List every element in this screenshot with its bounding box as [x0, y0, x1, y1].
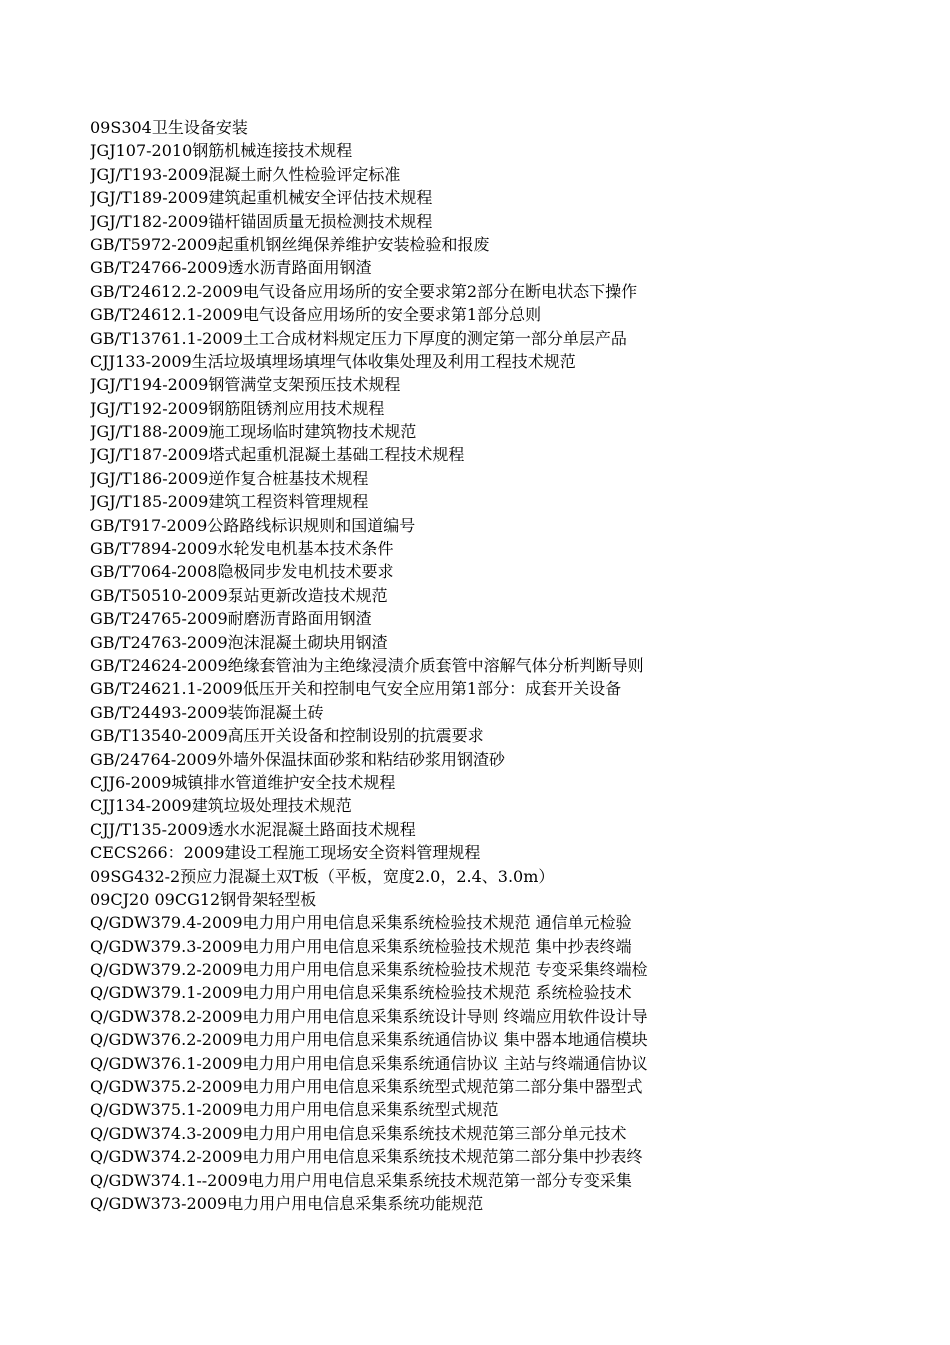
list-item: JGJ/T185-2009建筑工程资料管理规程 — [90, 492, 369, 512]
list-item: GB/T24493-2009装饰混凝土砖 — [90, 702, 324, 722]
list-item: CJJ134-2009建筑垃圾处理技术规范 — [90, 796, 352, 816]
list-item: Q/GDW379.1-2009电力用户用电信息采集系统检验技术规范 系统检验技术 — [90, 983, 632, 1003]
list-item: GB/T24621.1-2009低压开关和控制电气安全应用第1部分：成套开关设备 — [90, 679, 622, 699]
list-item: GB/T24766-2009透水沥青路面用钢渣 — [90, 258, 372, 278]
list-item: GB/T13540-2009高压开关设备和控制设别的抗震要求 — [90, 726, 484, 746]
list-item: Q/GDW375.2-2009电力用户用电信息采集系统型式规范第二部分集中器型式 — [90, 1077, 643, 1097]
list-item: GB/T24763-2009泡沫混凝土砌块用钢渣 — [90, 632, 388, 652]
list-item: GB/T917-2009公路路线标识规则和国道编号 — [90, 515, 416, 535]
list-item: JGJ/T182-2009锚杆锚固质量无损检测技术规程 — [90, 211, 433, 231]
list-item: JGJ/T193-2009混凝土耐久性检验评定标准 — [90, 164, 401, 184]
standards-list — [90, 116, 850, 1215]
list-item: Q/GDW376.2-2009电力用户用电信息采集系统通信协议 集中器本地通信模块 — [90, 1030, 648, 1050]
list-item: Q/GDW376.1-2009电力用户用电信息采集系统通信协议 主站与终端通信协议 — [90, 1053, 648, 1073]
list-item: Q/GDW378.2-2009电力用户用电信息采集系统设计导则 终端应用软件设计导 — [90, 1006, 648, 1026]
list-item: CJJ/T135-2009透水水泥混凝土路面技术规程 — [90, 819, 416, 839]
list-item: Q/GDW373-2009电力用户用电信息采集系统功能规范 — [90, 1193, 484, 1213]
list-item: JGJ/T192-2009钢筋阻锈剂应用技术规程 — [90, 398, 385, 418]
list-item: JGJ/T188-2009施工现场临时建筑物技术规范 — [90, 422, 417, 442]
list-item: CJJ6-2009城镇排水管道维护安全技术规程 — [90, 772, 396, 792]
list-item: GB/T24624-2009绝缘套管油为主绝缘浸渍介质套管中溶解气体分析判断导则 — [90, 655, 644, 675]
list-item: GB/T7064-2008隐极同步发电机技术要求 — [90, 562, 394, 582]
list-item: Q/GDW379.2-2009电力用户用电信息采集系统检验技术规范 专变采集终端检 — [90, 960, 648, 980]
list-item: 09S304卫生设备安装 — [90, 118, 248, 137]
list-item: GB/T24765-2009耐磨沥青路面用钢渣 — [90, 609, 372, 629]
list-item: GB/T13761.1-2009土工合成材料规定压力下厚度的测定第一部分单层产品 — [90, 328, 627, 348]
list-item: 09CJ20 09CG12钢骨架轻型板 — [90, 889, 317, 909]
list-item: Q/GDW374.1--2009电力用户用电信息采集系统技术规范第一部分专变采集 — [90, 1170, 632, 1190]
list-item: Q/GDW374.3-2009电力用户用电信息采集系统技术规范第三部分单元技术 — [90, 1123, 627, 1143]
list-item: GB/T7894-2009水轮发电机基本技术条件 — [90, 539, 394, 559]
list-item: Q/GDW379.3-2009电力用户用电信息采集系统检验技术规范 集中抄表终端 — [90, 936, 632, 956]
list-item: JGJ/T194-2009钢管满堂支架预压技术规程 — [90, 375, 401, 395]
list-item: JGJ/T189-2009建筑起重机械安全评估技术规程 — [90, 188, 433, 208]
list-item: Q/GDW379.4-2009电力用户用电信息采集系统检验技术规范 通信单元检验 — [90, 913, 632, 933]
list-item: CJJ133-2009生活垃圾填埋场填埋气体收集处理及利用工程技术规范 — [90, 351, 576, 371]
list-item: Q/GDW375.1-2009电力用户用电信息采集系统型式规范 — [90, 1100, 499, 1120]
list-item: CECS266：2009建设工程施工现场安全资料管理规程 — [90, 843, 481, 863]
list-item: GB/T50510-2009泵站更新改造技术规范 — [90, 585, 388, 605]
list-item: GB/T24612.2-2009电气设备应用场所的安全要求第2部分在断电状态下操作 — [90, 281, 638, 301]
list-item: JGJ/T187-2009塔式起重机混凝土基础工程技术规程 — [90, 445, 465, 465]
list-item: GB/T24612.1-2009电气设备应用场所的安全要求第1部分总则 — [90, 305, 542, 325]
list-item: JGJ107-2010钢筋机械连接技术规程 — [90, 141, 353, 161]
list-item: GB/24764-2009外墙外保温抹面砂浆和粘结砂浆用钢渣砂 — [90, 749, 505, 769]
list-item: 09SG432-2预应力混凝土双T板（平板，宽度2.0，2.4、3.0m） — [90, 866, 555, 886]
list-item: Q/GDW374.2-2009电力用户用电信息采集系统技术规范第二部分集中抄表终 — [90, 1147, 643, 1167]
list-item: GB/T5972-2009起重机钢丝绳保养维护安装检验和报废 — [90, 234, 490, 254]
list-item: JGJ/T186-2009逆作复合桩基技术规程 — [90, 468, 369, 488]
